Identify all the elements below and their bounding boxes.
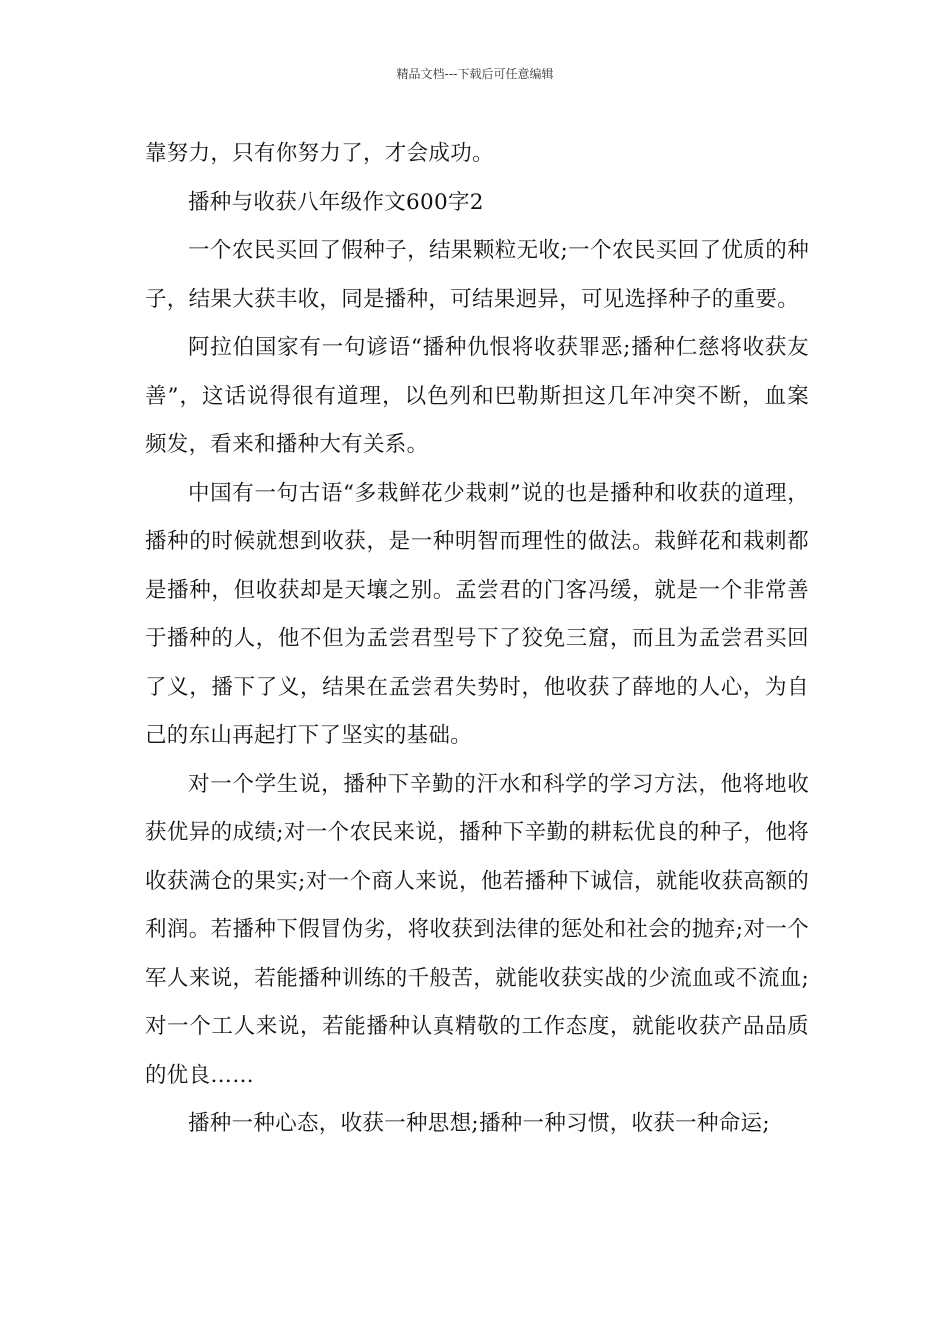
paragraph-4: 中国有一句古语“多栽鲜花少栽刺”说的也是播种和收获的道理，播种的时候就想到收获，是一种明智而理性的做法。栽鲜花和栽刺都是播种，但收获却是天壤之别。孟尝君的门客冯缓，就是一个非常善于播种的人，他不但为孟尝君型号下了狡免三窟，而且为孟尝君买回了义，播下了义，结果在孟尝君失势时，他收获了薛地的人心，为自己的东山再起打下了坚实的基础。 (145, 480, 809, 748)
paragraph-1: 靠努力，只有你努力了，才会成功。 (145, 141, 494, 166)
paragraph-5: 对一个学生说，播种下辛勤的汗水和科学的学习方法，他将地收获优异的成绩;对一个农民来说，播种下辛勤的耕耘优良的种子，他将收获满仓的果实;对一个商人来说，他若播种下诚信，就能收获高额的利润。若播种下假冒伪劣，将收获到法律的惩处和社会的抛弃;对一个军人来说，若能播种训练的千般苦，就能收获实战的少流血或不流血;对一个工人来说，若能播种认真精敬的工作态度，就能收获产品品质的优良…… (145, 771, 809, 1088)
paragraph-6: 播种一种心态，收获一种思想;播种一种习惯，收获一种命运; (188, 1111, 770, 1136)
page-header: 精品文档---下载后可任意编辑 (396, 67, 554, 81)
paragraph-2: 一个农民买回了假种子，结果颗粒无收;一个农民买回了优质的种子，结果大获丰收，同是播种，可结果迥异，可见选择种子的重要。 (145, 238, 809, 312)
paragraph-3: 阿拉伯国家有一句谚语“播种仇恨将收获罪恶;播种仁慈将收获友善”，这话说得很有道理，以色列和巴勒斯担这几年冲突不断，血案频发，看来和播种大有关系。 (145, 335, 809, 457)
section-title: 播种与收获八年级作文600字2 (188, 189, 484, 215)
document-body (145, 130, 809, 1149)
